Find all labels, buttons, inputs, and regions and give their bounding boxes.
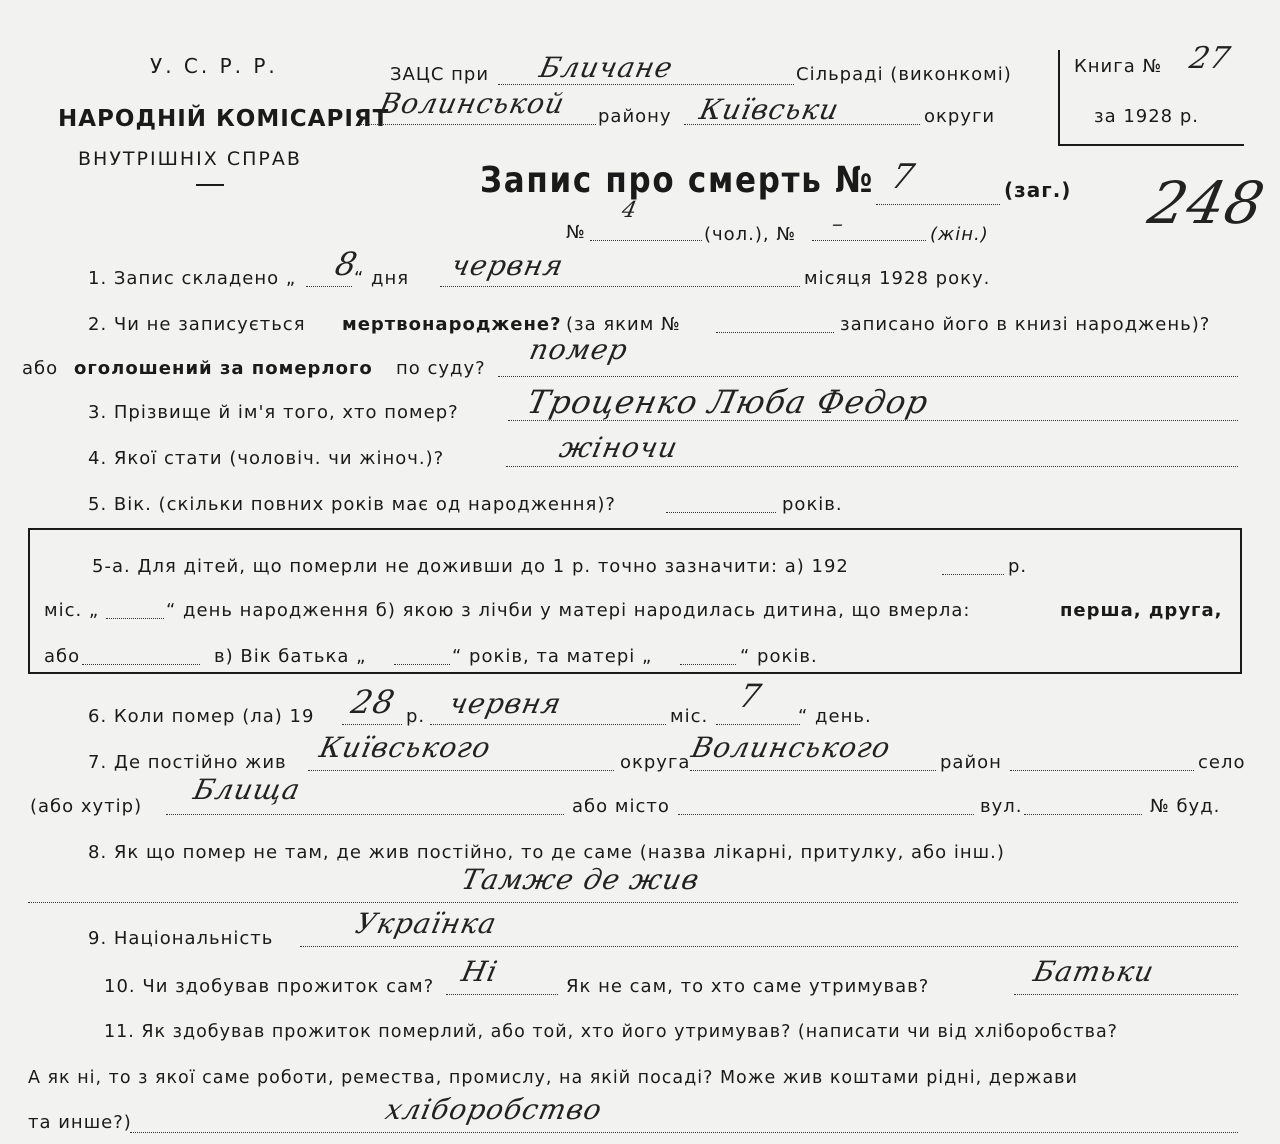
zags-label: ЗАЦС при [390, 64, 490, 85]
female-number-dots [812, 240, 926, 241]
row5-years: років. [782, 494, 843, 515]
page-title: Запис про смерть № [480, 160, 875, 201]
row7-village-label: село [1198, 752, 1246, 773]
title-number-handwriting: 7 [887, 157, 919, 197]
row5a-father-dots [394, 664, 450, 665]
row1-day-dots [306, 286, 352, 287]
row3-handwriting: Троценко Люба Федор [523, 383, 933, 421]
row7b-city-label: або місто [572, 796, 670, 817]
zah-label: (заг.) [1004, 178, 1072, 202]
row8-label: 8. Як що помер не там, де жив постійно, то де саме (назва лікарні, притулку, або інш.) [88, 842, 1005, 863]
row5a-birth-order: перша, друга, [1060, 600, 1223, 621]
row5a-year-dots [942, 574, 1004, 575]
row2-number-dots [716, 332, 834, 333]
row6-month-dots [430, 724, 666, 725]
row5a-line1: 5-а. Для дітей, що померли не доживши до 1 р. точно зазначити: а) 192 [92, 556, 849, 577]
row11-line2: А як ні, то з якої саме роботи, ремества, промислу, на якій посаді? Може жив коштами рідні, держави [28, 1068, 1078, 1088]
row11-line3: та инше?) [28, 1112, 132, 1133]
row6-day-label: “ день. [798, 706, 872, 727]
corner-number-handwriting: 248 [1142, 169, 1271, 237]
row5a-or: або [44, 646, 81, 667]
row5a-year-suffix: р. [1008, 556, 1028, 577]
female-label: (жін.) [930, 224, 989, 245]
row4-dots [506, 466, 1238, 467]
row7-raion-dots [690, 770, 936, 771]
row9-handwriting: Українка [352, 907, 501, 940]
row6-month-label: міс. [670, 706, 709, 727]
row10-self-dots [446, 994, 558, 995]
female-number-handwriting: – [829, 212, 847, 237]
district-handwriting: Волинськой [376, 87, 568, 120]
row4-label: 4. Якої стати (чоловіч. чи жіноч.)? [88, 448, 445, 469]
row8-handwriting: Тамже де жив [458, 863, 703, 896]
no-label: № [566, 222, 586, 243]
row2e-declared: оголошений за померлого [74, 358, 373, 379]
row1-label: 1. Запис складено „ [88, 268, 297, 289]
row6-day-handwriting: 7 [735, 677, 766, 715]
row7b-house-label: № буд. [1150, 796, 1221, 817]
row7-okrug-dots [308, 770, 614, 771]
row10-self-handwriting: Ні [458, 955, 501, 988]
row11-line1: 11. Як здобував прожиток померлий, або той, хто його утримував? (написати чи від хліборобства? [104, 1022, 1118, 1042]
row7-okrug-handwriting: Київського [316, 731, 495, 764]
commissariat-heading: НАРОДНІЙ КОМІСАРІЯТ [58, 106, 390, 132]
book-box-left-border [1058, 50, 1060, 146]
male-number-dots [590, 240, 702, 241]
row5a-month-dots [106, 618, 164, 619]
row1-day-handwriting: 8 [331, 245, 362, 283]
row5a-month-label: міс. „ [44, 600, 100, 621]
row2-label: 2. Чи не записується [88, 314, 306, 335]
row2e-court: по суду? [396, 358, 486, 379]
row11-dots [130, 1132, 1238, 1133]
book-box-bottom-border [1058, 144, 1244, 146]
row8-dots [28, 902, 1238, 903]
internal-affairs-heading: ВНУТРІШНІХ СПРАВ [78, 148, 302, 170]
district-dots [360, 124, 596, 125]
header-dash [196, 184, 224, 186]
row10-label: 10. Чи здобував прожиток сам? [104, 976, 435, 997]
row1-month-dots [440, 286, 800, 287]
okrug-handwriting: Київськи [696, 93, 843, 126]
male-number-handwriting: 4 [619, 198, 640, 223]
row6-year-handwriting: 28 [347, 683, 399, 721]
row6-month-handwriting: червня [446, 687, 565, 720]
row5a-years: “ років. [740, 646, 818, 667]
row2-birth-book: записано його в книзі народжень)? [840, 314, 1211, 335]
row5a-line2: “ день народження б) якою з лічби у матері народилась дитина, що вмерла: [166, 600, 971, 621]
row3-label: 3. Прізвище й ім'я того, хто помер? [88, 402, 459, 423]
row7-raion-handwriting: Волинського [688, 731, 894, 764]
row5a-or-dots [82, 664, 200, 665]
row5-dots [666, 512, 776, 513]
row7-okrug-label: округа [620, 752, 691, 773]
row2e-or: або [22, 358, 59, 379]
row7-label: 7. Де постійно жив [88, 752, 287, 773]
row2e-dots [498, 376, 1238, 377]
row9-label: 9. Національність [88, 928, 274, 949]
row1-month-word: місяця 1928 року. [804, 268, 991, 289]
row10-who-label: Як не сам, то хто саме утримував? [566, 976, 930, 997]
row1-month-handwriting: червня [448, 249, 567, 282]
silradi-label: Сільраді (виконкомі) [796, 64, 1012, 85]
row6-year-suffix: р. [406, 706, 426, 727]
book-number-handwriting: 27 [1186, 41, 1235, 76]
row5a-mother-age: “ років, та матері „ [452, 646, 653, 667]
ussr-heading: У. С. Р. Р. [150, 54, 278, 78]
okruhy-label: округи [924, 106, 996, 127]
row10-who-dots [1014, 994, 1238, 995]
row10-who-handwriting: Батьки [1030, 955, 1158, 988]
zags-handwriting: Бличане [536, 51, 677, 84]
zags-dots [498, 84, 794, 85]
row5a-mother-dots [680, 664, 736, 665]
row7b-handwriting: Блища [190, 773, 304, 806]
row2e-handwriting: помер [526, 333, 632, 366]
title-number-dots [876, 204, 1000, 205]
row5a-father-age: в) Вік батька „ [214, 646, 367, 667]
row5-label: 5. Вік. (скільки повних років має од народження)? [88, 494, 616, 515]
row6-label: 6. Коли помер (ла) 19 [88, 706, 315, 727]
row7b-khutir-dots [166, 814, 564, 815]
book-year-label: за 1928 р. [1094, 106, 1200, 127]
row11-handwriting: хліборобство [382, 1093, 606, 1126]
row7b-city-dots [678, 814, 974, 815]
row1-day-word: “ дня [354, 268, 410, 289]
raionu-label: району [598, 106, 672, 127]
row7b-street-dots [1024, 814, 1142, 815]
male-label: (чол.), № [704, 224, 797, 245]
row6-day-dots [716, 724, 800, 725]
row7b-khutir: (або хутір) [30, 796, 143, 817]
row2-stillborn: мертвонароджене? [342, 314, 562, 335]
row9-dots [300, 946, 1238, 947]
row4-handwriting: жіночи [556, 431, 682, 464]
row7b-street-label: вул. [980, 796, 1023, 817]
row6-year-dots [342, 724, 402, 725]
book-label: Книга № [1074, 56, 1163, 77]
row7-raion-label: район [940, 752, 1002, 773]
row7-village-dots [1010, 770, 1194, 771]
row2-number-label: (за яким № [566, 314, 681, 335]
